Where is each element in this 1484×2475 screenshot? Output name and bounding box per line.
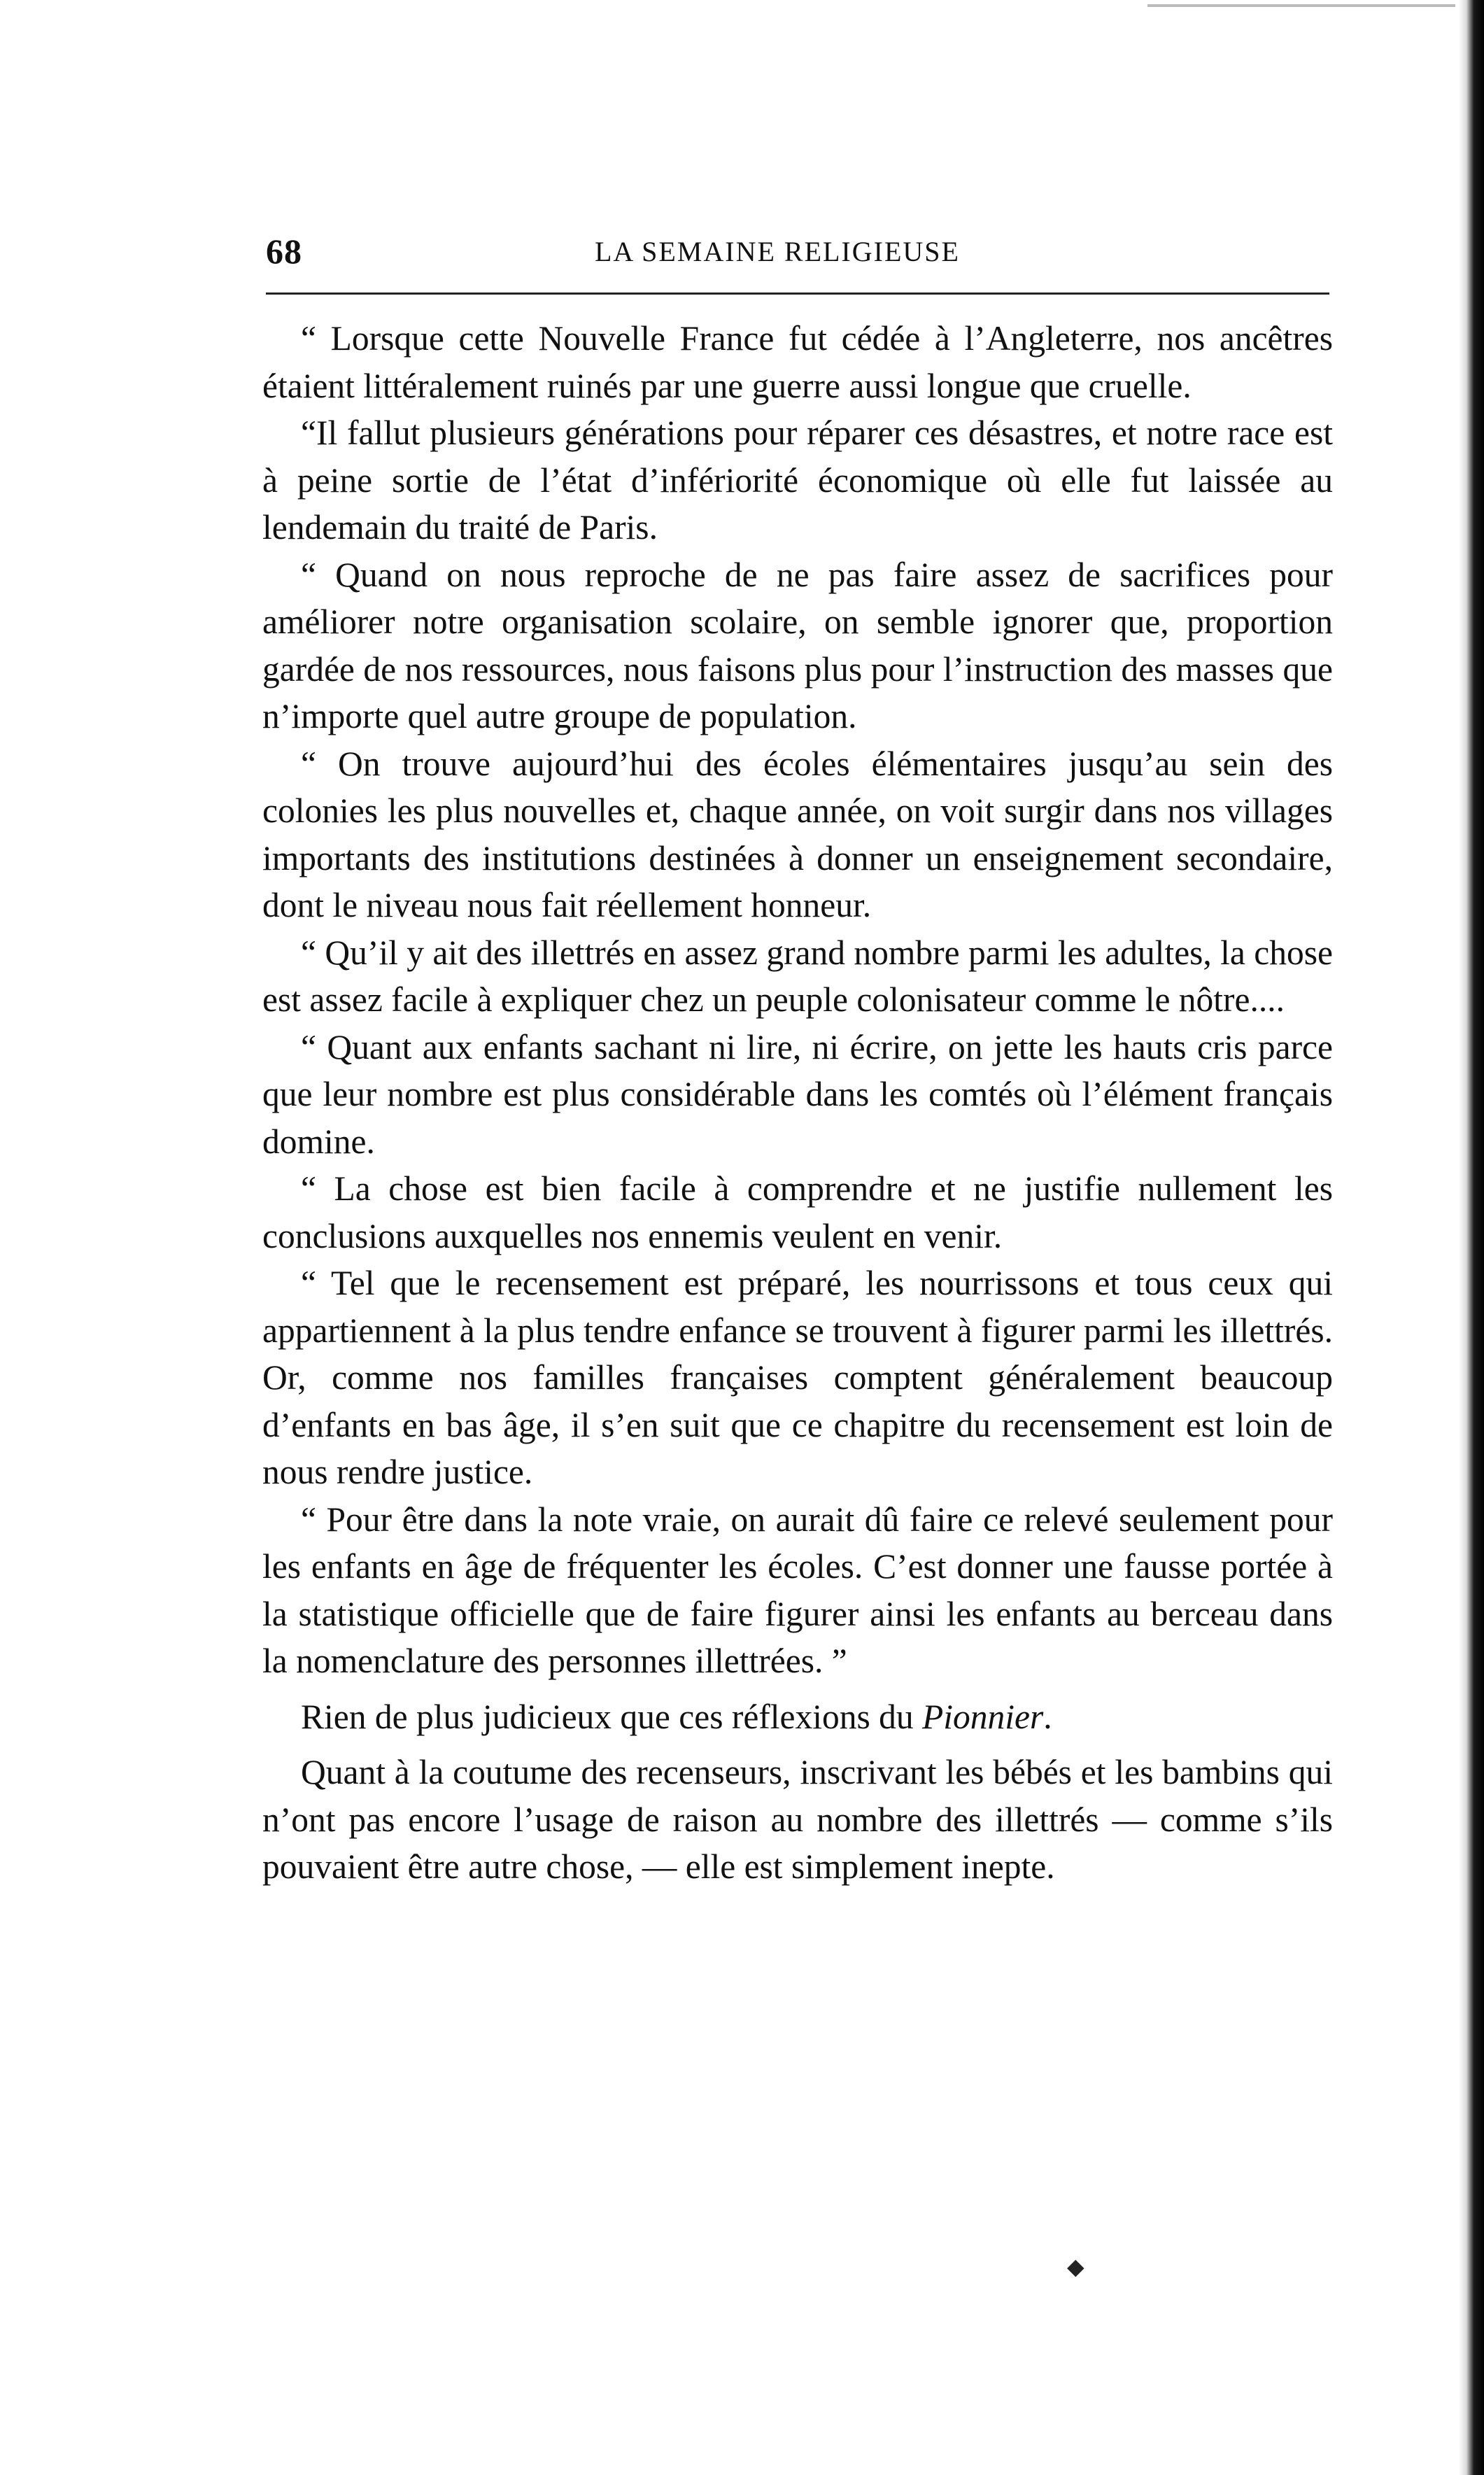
paragraph-8: “ Tel que le recensement est préparé, les nourrissons et tous ceux qui appartiennent à la plus tendre enfance se trouvent à figurer parmi les illettrés. Or, comme nos familles françaises comptent généralement beaucoup d’enfants en bas âge, il s’en suit que ce chapitre du recensement est loin de nous rendre justice.	[262, 1264, 1333, 1491]
rien-prefix: Rien de plus judicieux que ces réflexions du	[301, 1697, 923, 1736]
binding-edge	[1459, 0, 1484, 2475]
running-title: LA SEMAINE RELIGIEUSE	[595, 236, 960, 267]
rien-suffix: .	[1043, 1697, 1052, 1736]
paragraph-3: “ Quand on nous reproche de ne pas faire assez de sacrifices pour améliorer notre organisation scolaire, on semble ignorer que, proportion gardée de nos ressources, nous faisons plus pour l’instruction des masses que n’importe quel autre groupe de population.	[262, 555, 1333, 735]
page-header	[266, 231, 1329, 280]
paragraph-6: “ Quant aux enfants sachant ni lire, ni écrire, on jette les hauts cris parce que leur nombre est plus considérable dans les comtés où l’élément français domine.	[262, 1027, 1333, 1161]
ornament-dot-icon: ◆	[1067, 2254, 1084, 2279]
header-rule	[266, 292, 1329, 295]
paragraph-4: “ On trouve aujourd’hui des écoles élémentaires jusqu’au sein des colonies les plus nouvelles et, chaque année, on voit surgir dans nos villages importants des institutions destinées à donner un enseignement secondaire, dont le niveau nous fait réellement honneur.	[262, 744, 1333, 924]
paragraph-2: “Il fallut plusieurs générations pour réparer ces désastres, et notre race est à peine sortie de l’état d’infériorité économique où elle fut laissée au lendemain du traité de Paris.	[262, 414, 1333, 547]
scan-edge-mark	[1147, 4, 1455, 7]
paragraph-9: “ Pour être dans la note vraie, on aurait dû faire ce relevé seulement pour les enfants en âge de fréquenter les écoles. C’est donner une fausse portée à la statistique officielle que de faire figurer ainsi les enfants au berceau dans la nomenclature des personnes illettrées. ”	[262, 1500, 1333, 1680]
article-body	[262, 315, 1333, 1891]
paragraph-5: “ Qu’il y ait des illettrés en assez grand nombre parmi les adultes, la chose est assez facile à expliquer chez un peuple colonisateur comme le nôtre....	[262, 933, 1333, 1019]
page-number: 68	[266, 232, 302, 271]
source-title: Pionnier	[922, 1697, 1044, 1736]
paragraph-7: “ La chose est bien facile à comprendre et ne justifie nullement les conclusions auxquelles nos ennemis veulent en venir.	[262, 1169, 1333, 1255]
paragraph-1: “ Lorsque cette Nouvelle France fut cédée à l’Angleterre, nos ancêtres étaient littéralement ruinés par une guerre aussi longue que cruelle.	[262, 319, 1333, 405]
paragraph-rien	[262, 1693, 1333, 1741]
paragraph-quant: Quant à la coutume des recenseurs, inscrivant les bébés et les bambins qui n’ont pas encore l’usage de raison au nombre des illettrés — comme s’ils pouvaient être autre chose, — elle est simplement inepte.	[262, 1753, 1333, 1886]
